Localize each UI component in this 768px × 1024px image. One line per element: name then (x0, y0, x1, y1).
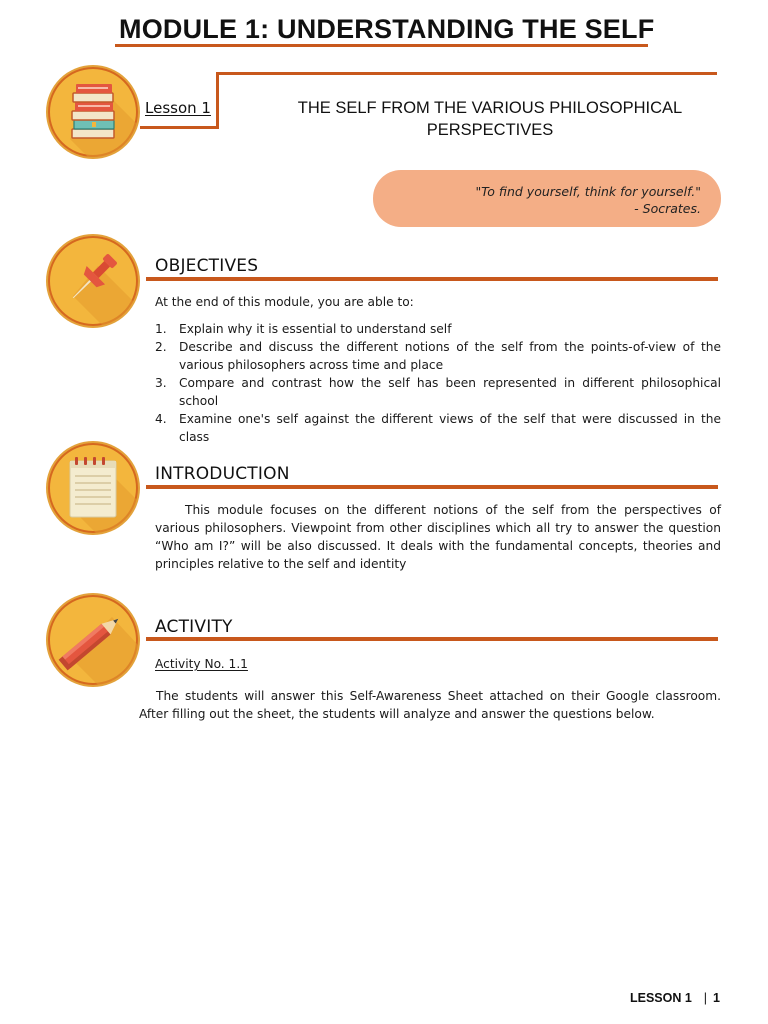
module-title-underline (115, 44, 648, 47)
lesson-label: Lesson 1 (145, 99, 211, 117)
footer-lesson: LESSON 1 (629, 991, 692, 1005)
pushpin-icon (48, 236, 138, 326)
lesson-bracket-left (216, 72, 219, 129)
quote-box (373, 170, 721, 227)
notepad-icon (48, 443, 138, 533)
introduction-divider (146, 485, 718, 489)
objectives-intro: At the end of this module, you are able to: (155, 295, 414, 309)
module-title: MODULE 1: UNDERSTANDING THE SELF (119, 14, 655, 44)
activity-divider (146, 637, 718, 641)
objectives-title: OBJECTIVES (155, 256, 259, 276)
list-item: 4. Examine one's self against the different views of the self that were discussed in the class (155, 412, 721, 444)
list-item: 1. Explain why it is essential to understand self (155, 322, 452, 336)
pencil-icon (48, 595, 138, 685)
lesson-title (260, 97, 720, 141)
list-item: 2. Describe and discuss the different notions of the self from the points-of-view of the various philosophers across time and place (155, 340, 721, 372)
introduction-text: This module focuses on the different notions of the self from the perspectives of various philosophers. Viewpoint from other disciplines which all try to answer the question “Who am I?” will be also discussed. It deals with the fundamental concepts, theories and principles relative to the self and identity (155, 503, 721, 571)
objectives-divider (146, 277, 718, 281)
introduction-title: INTRODUCTION (155, 464, 290, 484)
activity-title: ACTIVITY (155, 617, 233, 637)
activity-text: The students will answer this Self-Awareness Sheet attached on their Google classroom. After filling out the sheet, the students will analyze and answer the questions below. (139, 689, 721, 721)
quote (475, 183, 701, 217)
lesson-title-line1: THE SELF FROM THE VARIOUS PHILOSOPHICAL (297, 99, 683, 117)
objectives-list (155, 320, 721, 446)
page-number: 1 (713, 991, 720, 1005)
books-icon (48, 67, 138, 157)
lesson-bracket-bottom (140, 126, 219, 129)
activity-label: Activity No. 1.1 (155, 657, 248, 671)
page-footer (630, 991, 720, 1005)
footer-separator: | (703, 991, 708, 1005)
quote-author: - Socrates. (634, 201, 701, 216)
lesson-bracket-top (216, 72, 717, 75)
quote-text: "To find yourself, think for yourself." (475, 184, 701, 199)
lesson-title-line2: PERSPECTIVES (426, 121, 554, 139)
list-item: 3. Compare and contrast how the self has been represented in different philosophical school (155, 376, 721, 408)
